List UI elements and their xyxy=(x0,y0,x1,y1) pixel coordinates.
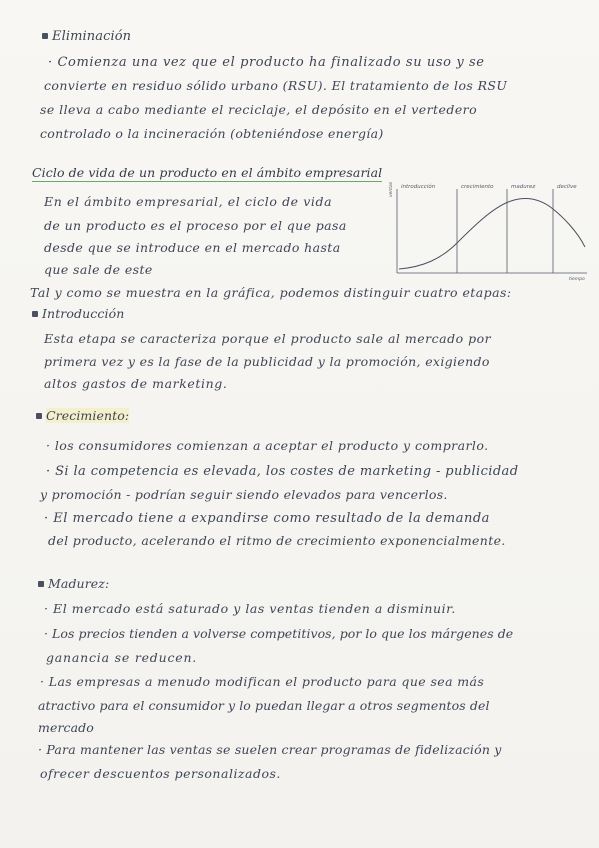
ciclo-line-2: de un producto es el proceso por el que pasa xyxy=(44,218,347,233)
madurez-line-2: · Los precios tienden a volverse competitivos, por lo que los márgenes de xyxy=(44,626,514,641)
product-life-cycle-chart xyxy=(389,181,589,285)
ciclo-tal-como: Tal y como se muestra en la gráfica, podemos distinguir cuatro etapas: xyxy=(30,285,512,300)
crecimiento-line-1: · los consumidores comienzan a aceptar el producto y comprarlo. xyxy=(46,438,489,453)
crecimiento-line-5: del producto, acelerando el ritmo de crecimiento exponencialmente. xyxy=(48,533,506,548)
madurez-line-6: mercado xyxy=(38,720,94,735)
madurez-line-1: · El mercado está saturado y las ventas tienden a disminuir. xyxy=(44,601,456,616)
sales-curve xyxy=(399,199,585,269)
crecimiento-line-3: y promoción - podrían seguir siendo elevados para vencerlos. xyxy=(40,487,448,502)
madurez-heading: Madurez: xyxy=(38,578,109,591)
ciclo-heading: Ciclo de vida de un producto en el ámbito empresarial xyxy=(32,165,383,180)
ciclo-line-3: desde que se introduce en el mercado hasta xyxy=(44,240,341,255)
bullet-icon xyxy=(36,413,42,419)
x-axis-label: tiempo xyxy=(569,277,585,282)
madurez-line-5: atractivo para el consumidor y lo puedan llegar a otros segmentos del xyxy=(38,698,490,713)
madurez-line-7: · Para mantener las ventas se suelen crear programas de fidelización y xyxy=(38,742,502,757)
crecimiento-line-4: · El mercado tiene a expandirse como resultado de la demanda xyxy=(44,511,490,526)
ciclo-line-4: que sale de este xyxy=(44,262,153,277)
crecimiento-line-2: · Si la competencia es elevada, los costes de marketing - publicidad xyxy=(46,464,519,479)
bullet-icon xyxy=(38,581,44,587)
ciclo-line-1: En el ámbito empresarial, el ciclo de vida xyxy=(44,194,333,209)
crecimiento-heading: Crecimiento: xyxy=(36,410,129,423)
introduccion-line-1: Esta etapa se caracteriza porque el producto sale al mercado por xyxy=(44,331,492,346)
phase-label-growth: crecimiento xyxy=(461,184,494,190)
phase-label-maturity: madurez xyxy=(511,184,536,190)
eliminacion-line-1: · Comienza una vez que el producto ha finalizado su uso y se xyxy=(48,55,485,70)
introduccion-heading: Introducción xyxy=(32,308,124,321)
y-axis-label: ventas xyxy=(389,181,394,197)
eliminacion-line-2: convierte en residuo sólido urbano (RSU). El tratamiento de los RSU xyxy=(44,78,508,93)
phase-label-decline: declive xyxy=(557,184,577,190)
bullet-icon xyxy=(42,33,48,39)
introduccion-line-2: primera vez y es la fase de la publicidad y la promoción, exigiendo xyxy=(44,354,490,369)
eliminacion-line-4: controlado o la incineración (obteniéndose energía) xyxy=(40,126,384,141)
introduccion-line-3: altos gastos de marketing. xyxy=(44,376,228,391)
chart-svg xyxy=(393,187,589,285)
bullet-icon xyxy=(32,311,38,317)
madurez-line-4: · Las empresas a menudo modifican el producto para que sea más xyxy=(40,674,485,689)
eliminacion-heading: Eliminación xyxy=(42,30,131,43)
madurez-line-3: ganancia se reducen. xyxy=(46,650,198,665)
phase-label-intro: introducción xyxy=(401,184,436,190)
eliminacion-line-3: se lleva a cabo mediante el reciclaje, el depósito en el vertedero xyxy=(40,102,478,117)
madurez-line-8: ofrecer descuentos personalizados. xyxy=(40,766,281,781)
